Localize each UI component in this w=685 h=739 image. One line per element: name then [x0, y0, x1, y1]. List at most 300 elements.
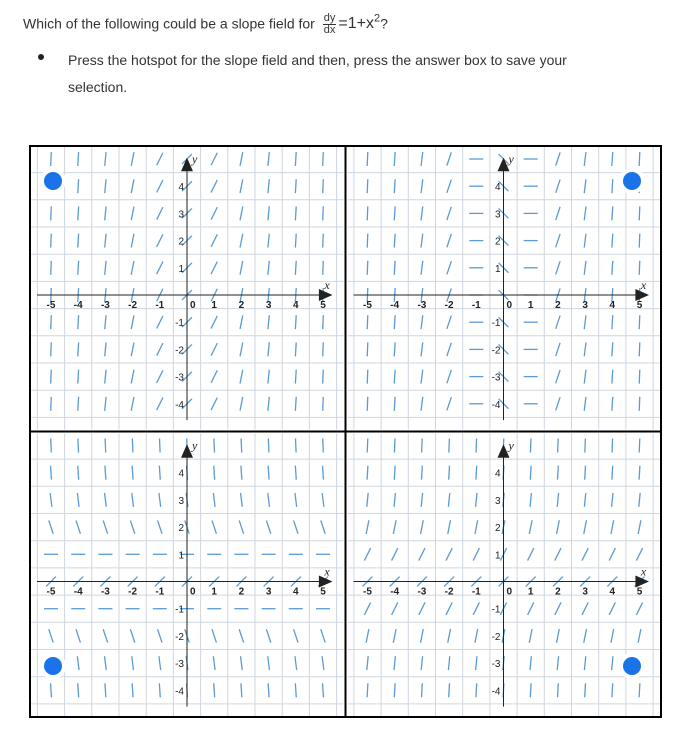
- x-tick-label: 4: [293, 586, 299, 598]
- slope-segment: [367, 315, 368, 329]
- slope-segment: [611, 520, 614, 534]
- slope-segment: [51, 152, 52, 166]
- slope-segment: [132, 493, 134, 507]
- y-tick-label: 1: [178, 550, 184, 562]
- slope-segment: [295, 152, 296, 166]
- panel-top-right: [348, 147, 661, 430]
- slope-segment: [448, 520, 451, 534]
- slope-segment: [394, 683, 395, 697]
- question-suffix: ?: [380, 15, 388, 32]
- y-tick-label: -4: [491, 686, 501, 698]
- slope-segment: [557, 629, 560, 643]
- x-axis-label: x: [640, 278, 647, 292]
- slope-segment: [131, 315, 134, 329]
- slope-segment: [159, 466, 160, 480]
- slope-segment: [529, 520, 532, 534]
- slope-segment: [268, 342, 269, 356]
- slope-segment: [530, 466, 531, 480]
- slope-segment: [78, 397, 79, 411]
- slope-segment: [582, 548, 588, 561]
- slope-segment: [323, 342, 324, 356]
- slope-segment: [447, 397, 451, 410]
- x-tick-label: 3: [265, 586, 272, 598]
- slope-segment: [556, 180, 560, 193]
- slope-segment: [394, 342, 395, 356]
- x-axis-label: x: [640, 564, 647, 579]
- slope-segment: [240, 370, 243, 384]
- y-tick-label: -3: [175, 372, 184, 384]
- slope-segment: [367, 493, 368, 507]
- slope-segment: [76, 629, 80, 642]
- y-tick-label: -3: [491, 659, 501, 671]
- slope-segment: [612, 493, 613, 507]
- slope-segment: [268, 234, 269, 248]
- slope-segment: [322, 656, 324, 670]
- slope-segment: [211, 370, 217, 383]
- slope-segment: [268, 397, 269, 411]
- slope-segment: [159, 656, 161, 670]
- x-tick-label: 5: [320, 300, 326, 311]
- slope-segment: [584, 397, 586, 411]
- slope-segment: [323, 397, 324, 411]
- slope-segment: [555, 602, 561, 615]
- slope-segment: [295, 261, 296, 275]
- slope-segment: [392, 548, 398, 561]
- x-tick-label: 0: [190, 300, 196, 311]
- slope-segment: [211, 316, 217, 329]
- slope-segment: [446, 548, 452, 561]
- slope-segment: [639, 261, 640, 275]
- slope-segment: [639, 683, 640, 697]
- y-tick-label: 2: [494, 236, 501, 248]
- slope-segment: [636, 602, 642, 615]
- slope-segment: [268, 370, 269, 384]
- slope-segment: [557, 520, 560, 534]
- x-tick-label: -5: [363, 300, 372, 311]
- slope-segment: [240, 315, 243, 329]
- x-tick-label: 2: [555, 586, 561, 598]
- slope-segment: [323, 370, 324, 384]
- slope-segment: [366, 520, 369, 534]
- slope-segment: [157, 153, 163, 166]
- slope-segment: [421, 179, 423, 193]
- y-tick-label: -2: [491, 631, 501, 643]
- slope-segment: [51, 342, 52, 356]
- slope-segment: [266, 520, 270, 533]
- slope-segment: [612, 315, 613, 329]
- slope-segment: [159, 683, 160, 697]
- slope-segment: [157, 234, 163, 247]
- y-tick-label: 3: [178, 209, 184, 221]
- slope-segment: [211, 180, 217, 193]
- slope-segment: [585, 466, 586, 480]
- slope-segment: [323, 261, 324, 275]
- y-tick-label: -3: [175, 659, 184, 671]
- equation-rhs-text: =1+x: [338, 15, 374, 33]
- y-tick-label: 4: [494, 182, 501, 194]
- radio-dot-icon[interactable]: [623, 172, 641, 190]
- slope-segment: [239, 629, 243, 642]
- radio-dot-icon[interactable]: [44, 657, 62, 675]
- slope-segment: [296, 439, 297, 453]
- slope-segment: [214, 466, 215, 480]
- slope-segment: [557, 683, 558, 697]
- slope-segment: [475, 629, 478, 643]
- x-tick-label: -4: [390, 300, 400, 311]
- x-tick-label: -4: [73, 586, 83, 598]
- slope-segment: [584, 234, 586, 248]
- hotspot-bottom-left[interactable]: [40, 653, 66, 679]
- slope-segment: [449, 683, 450, 697]
- slope-segment: [240, 179, 243, 193]
- slope-segment: [49, 629, 53, 642]
- slope-segment: [131, 234, 134, 248]
- x-tick-label: -4: [73, 300, 83, 311]
- x-tick-label: -5: [46, 300, 56, 311]
- y-tick-label: -2: [491, 345, 501, 357]
- slope-segment: [157, 180, 163, 193]
- slope-segment: [421, 397, 423, 411]
- slope-segment: [394, 493, 395, 507]
- hotspot-bottom-right[interactable]: [619, 653, 645, 679]
- x-tick-label: -1: [155, 586, 165, 598]
- slope-segment: [241, 466, 242, 480]
- slope-segment: [366, 629, 369, 643]
- slope-segment: [394, 206, 395, 220]
- slope-segment: [421, 234, 423, 248]
- slope-segment: [421, 520, 424, 534]
- slope-segment: [214, 683, 215, 697]
- slope-segment: [639, 342, 640, 356]
- slope-segment: [295, 397, 296, 411]
- slope-segment: [612, 370, 613, 384]
- slope-segment: [447, 180, 451, 193]
- slope-segment: [268, 466, 269, 480]
- slope-segment: [529, 629, 532, 643]
- y-tick-label: -1: [175, 604, 184, 616]
- x-axis-label: x: [324, 564, 330, 579]
- slope-segment: [584, 152, 586, 166]
- slope-segment: [49, 520, 53, 533]
- slope-segment: [158, 520, 162, 533]
- slope-segment: [447, 234, 451, 247]
- slope-segment: [268, 261, 269, 275]
- slope-segment: [557, 466, 558, 480]
- y-tick-label: 4: [178, 468, 184, 480]
- slope-segment: [448, 493, 449, 507]
- y-tick-label: -2: [175, 345, 184, 357]
- slope-segment: [323, 315, 324, 329]
- slope-segment: [528, 602, 534, 615]
- slope-segment: [131, 179, 134, 193]
- slope-segment: [323, 179, 324, 193]
- slope-segment: [612, 439, 613, 453]
- slope-segment: [558, 439, 559, 453]
- slope-segment: [447, 343, 451, 356]
- x-tick-label: -1: [471, 586, 481, 598]
- fraction-numerator: dy: [323, 12, 336, 25]
- x-tick-label: 4: [609, 300, 616, 311]
- y-tick-label: 4: [178, 182, 184, 194]
- x-axis-label: x: [324, 278, 330, 292]
- slope-segment: [447, 152, 451, 165]
- slope-segment: [78, 315, 79, 329]
- fraction-denominator: dx: [323, 24, 336, 37]
- slope-segment: [367, 261, 368, 275]
- slope-segment: [103, 520, 107, 533]
- slope-segment: [448, 629, 451, 643]
- slope-segment: [268, 656, 270, 670]
- hotspot-top-right[interactable]: [619, 168, 645, 194]
- x-tick-label: 5: [636, 300, 643, 311]
- slope-segment: [473, 548, 479, 561]
- slope-segment: [268, 179, 269, 193]
- slope-segment: [241, 439, 242, 453]
- slope-segment: [639, 439, 640, 453]
- y-axis-label: y: [508, 152, 514, 167]
- slope-segment: [367, 397, 368, 411]
- y-tick-label: -4: [491, 399, 501, 411]
- slope-segment: [636, 548, 642, 561]
- slope-segment: [132, 439, 133, 453]
- x-tick-label: -4: [390, 586, 400, 598]
- slope-segment: [78, 261, 79, 275]
- slope-segment: [323, 234, 324, 248]
- slope-segment: [321, 629, 325, 642]
- slope-segment: [268, 493, 270, 507]
- radio-dot-icon[interactable]: [623, 657, 641, 675]
- slope-segment: [105, 683, 106, 697]
- slope-segment: [367, 206, 368, 220]
- slope-segment: [394, 370, 395, 384]
- x-tick-label: -2: [444, 300, 454, 311]
- slope-segment: [530, 439, 531, 453]
- slope-segment: [78, 179, 79, 193]
- slope-segment: [50, 493, 52, 507]
- slope-segment: [321, 520, 325, 533]
- slope-segment: [422, 439, 423, 453]
- slope-segment: [131, 397, 134, 411]
- slope-segment: [419, 602, 425, 615]
- slope-segment: [105, 439, 106, 453]
- slope-segment: [157, 316, 163, 329]
- slope-segment: [212, 629, 216, 642]
- slope-segment: [240, 261, 243, 275]
- slope-segment: [421, 466, 422, 480]
- slope-segment: [393, 629, 396, 643]
- slope-segment: [214, 439, 215, 453]
- slope-segment: [268, 683, 269, 697]
- slope-segment: [78, 370, 79, 384]
- slope-segment: [211, 343, 217, 356]
- x-tick-label: 5: [320, 586, 326, 598]
- slope-segment: [364, 548, 370, 561]
- slope-segment: [239, 520, 243, 533]
- slope-segment: [476, 656, 477, 670]
- slope-segment: [78, 439, 79, 453]
- slope-segment: [132, 466, 133, 480]
- radio-dot-icon[interactable]: [44, 172, 62, 190]
- slope-segment: [639, 234, 640, 248]
- slope-segment: [584, 179, 586, 193]
- slope-segment: [584, 315, 586, 329]
- slope-segment: [105, 342, 106, 356]
- slope-segment: [51, 206, 52, 220]
- slope-segment: [394, 152, 395, 166]
- slope-segment: [268, 315, 269, 329]
- instruction-text: Press the hotspot for the slope field and then, press the answer box to save your selection.: [68, 52, 567, 95]
- y-tick-label: 2: [178, 523, 184, 535]
- slope-segment: [131, 261, 134, 275]
- slope-segment: [78, 152, 79, 166]
- slope-segment: [394, 397, 395, 411]
- slope-segment: [555, 548, 561, 561]
- x-tick-label: -2: [128, 586, 138, 598]
- x-tick-label: 4: [293, 300, 299, 311]
- slope-segment: [78, 466, 79, 480]
- slope-segment: [51, 234, 52, 248]
- y-tick-label: -1: [491, 318, 501, 330]
- slope-segment: [77, 656, 79, 670]
- equation-exponent: 2: [373, 13, 381, 25]
- slope-segment: [449, 439, 450, 453]
- slope-segment: [131, 370, 134, 384]
- slope-segment: [639, 466, 640, 480]
- slope-segment: [556, 370, 560, 383]
- slope-segment: [473, 602, 479, 615]
- slope-segment: [211, 234, 217, 247]
- slope-segment: [609, 548, 615, 561]
- slope-segment: [241, 683, 242, 697]
- slope-segment: [611, 629, 614, 643]
- slope-segment: [131, 207, 134, 221]
- y-tick-label: -4: [175, 399, 184, 411]
- slope-segment: [639, 206, 640, 220]
- y-tick-label: -2: [175, 631, 184, 643]
- x-tick-label: 0: [190, 586, 196, 598]
- slope-segment: [584, 342, 586, 356]
- slope-segment: [609, 602, 615, 615]
- slope-segment: [639, 152, 640, 166]
- slope-segment: [105, 206, 106, 220]
- slope-segment: [76, 520, 80, 533]
- slope-segment: [448, 656, 449, 670]
- y-tick-label: 3: [494, 495, 501, 507]
- slope-segment: [105, 656, 107, 670]
- hotspot-top-left[interactable]: [40, 168, 66, 194]
- slope-segment: [105, 179, 106, 193]
- slope-segment: [639, 493, 640, 507]
- slope-segment: [394, 234, 395, 248]
- slope-segment: [639, 315, 640, 329]
- slope-segment: [584, 206, 586, 220]
- slope-segment: [419, 548, 425, 561]
- slope-segment: [78, 234, 79, 248]
- slope-segment: [421, 683, 422, 697]
- slope-segment: [584, 493, 585, 507]
- slope-segment: [556, 207, 560, 220]
- slope-segment: [556, 316, 560, 329]
- slope-segment: [160, 439, 161, 453]
- x-tick-label: -1: [155, 300, 165, 311]
- slope-segment: [612, 261, 613, 275]
- slope-segment: [639, 397, 640, 411]
- x-tick-label: 0: [506, 300, 513, 311]
- slope-segment: [475, 520, 478, 534]
- slope-segment: [295, 370, 296, 384]
- slope-segment: [367, 683, 368, 697]
- slope-segment: [105, 315, 106, 329]
- y-axis-label: y: [508, 438, 514, 453]
- slope-segment: [105, 234, 106, 248]
- slope-segment: [241, 493, 243, 507]
- slope-segment: [105, 493, 107, 507]
- slope-segment: [105, 466, 106, 480]
- slope-segment: [421, 206, 423, 220]
- slope-segment: [295, 315, 296, 329]
- slope-segment: [266, 629, 270, 642]
- slope-segment: [447, 370, 451, 383]
- question-prefix: Which of the following could be a slope field for: [23, 15, 315, 32]
- slope-segment: [476, 466, 477, 480]
- slope-segment: [51, 683, 52, 697]
- y-tick-label: 3: [494, 209, 501, 221]
- slope-segment: [394, 179, 395, 193]
- slope-segment: [556, 261, 560, 274]
- slope-segment: [476, 439, 477, 453]
- slope-segment: [78, 683, 79, 697]
- x-tick-label: -2: [128, 300, 138, 311]
- slope-segment: [584, 520, 587, 534]
- y-tick-label: 1: [494, 550, 501, 562]
- slope-segment: [364, 602, 370, 615]
- slope-segment: [476, 683, 477, 697]
- slope-segment: [157, 370, 163, 383]
- slope-segment: [105, 370, 106, 384]
- slope-segment: [268, 439, 269, 453]
- slope-segment: [367, 370, 368, 384]
- slope-segment: [78, 342, 79, 356]
- slope-segment: [612, 206, 613, 220]
- slope-segment: [476, 493, 477, 507]
- slope-segment: [240, 343, 243, 357]
- slope-segment: [51, 466, 52, 480]
- slope-segment: [323, 466, 324, 480]
- y-axis-label: y: [192, 438, 198, 453]
- slope-segment: [294, 629, 298, 642]
- slope-segment: [323, 439, 324, 453]
- slope-segment: [77, 493, 79, 507]
- slope-segment: [51, 439, 52, 453]
- y-tick-label: 4: [494, 468, 501, 480]
- question-text: [23, 13, 388, 36]
- slope-segment: [394, 439, 395, 453]
- slope-segment: [105, 261, 106, 275]
- bullet-icon: [38, 54, 44, 60]
- slope-segment: [421, 152, 423, 166]
- slope-segment: [132, 683, 133, 697]
- slope-segment: [105, 397, 106, 411]
- slope-segment: [159, 493, 161, 507]
- slope-segment: [612, 656, 613, 670]
- x-tick-label: 2: [555, 300, 561, 311]
- slope-segment: [51, 261, 52, 275]
- slope-segment: [556, 234, 560, 247]
- y-tick-label: -1: [491, 604, 501, 616]
- slope-segment: [157, 262, 163, 275]
- slope-segment: [295, 206, 296, 220]
- slope-segment: [394, 466, 395, 480]
